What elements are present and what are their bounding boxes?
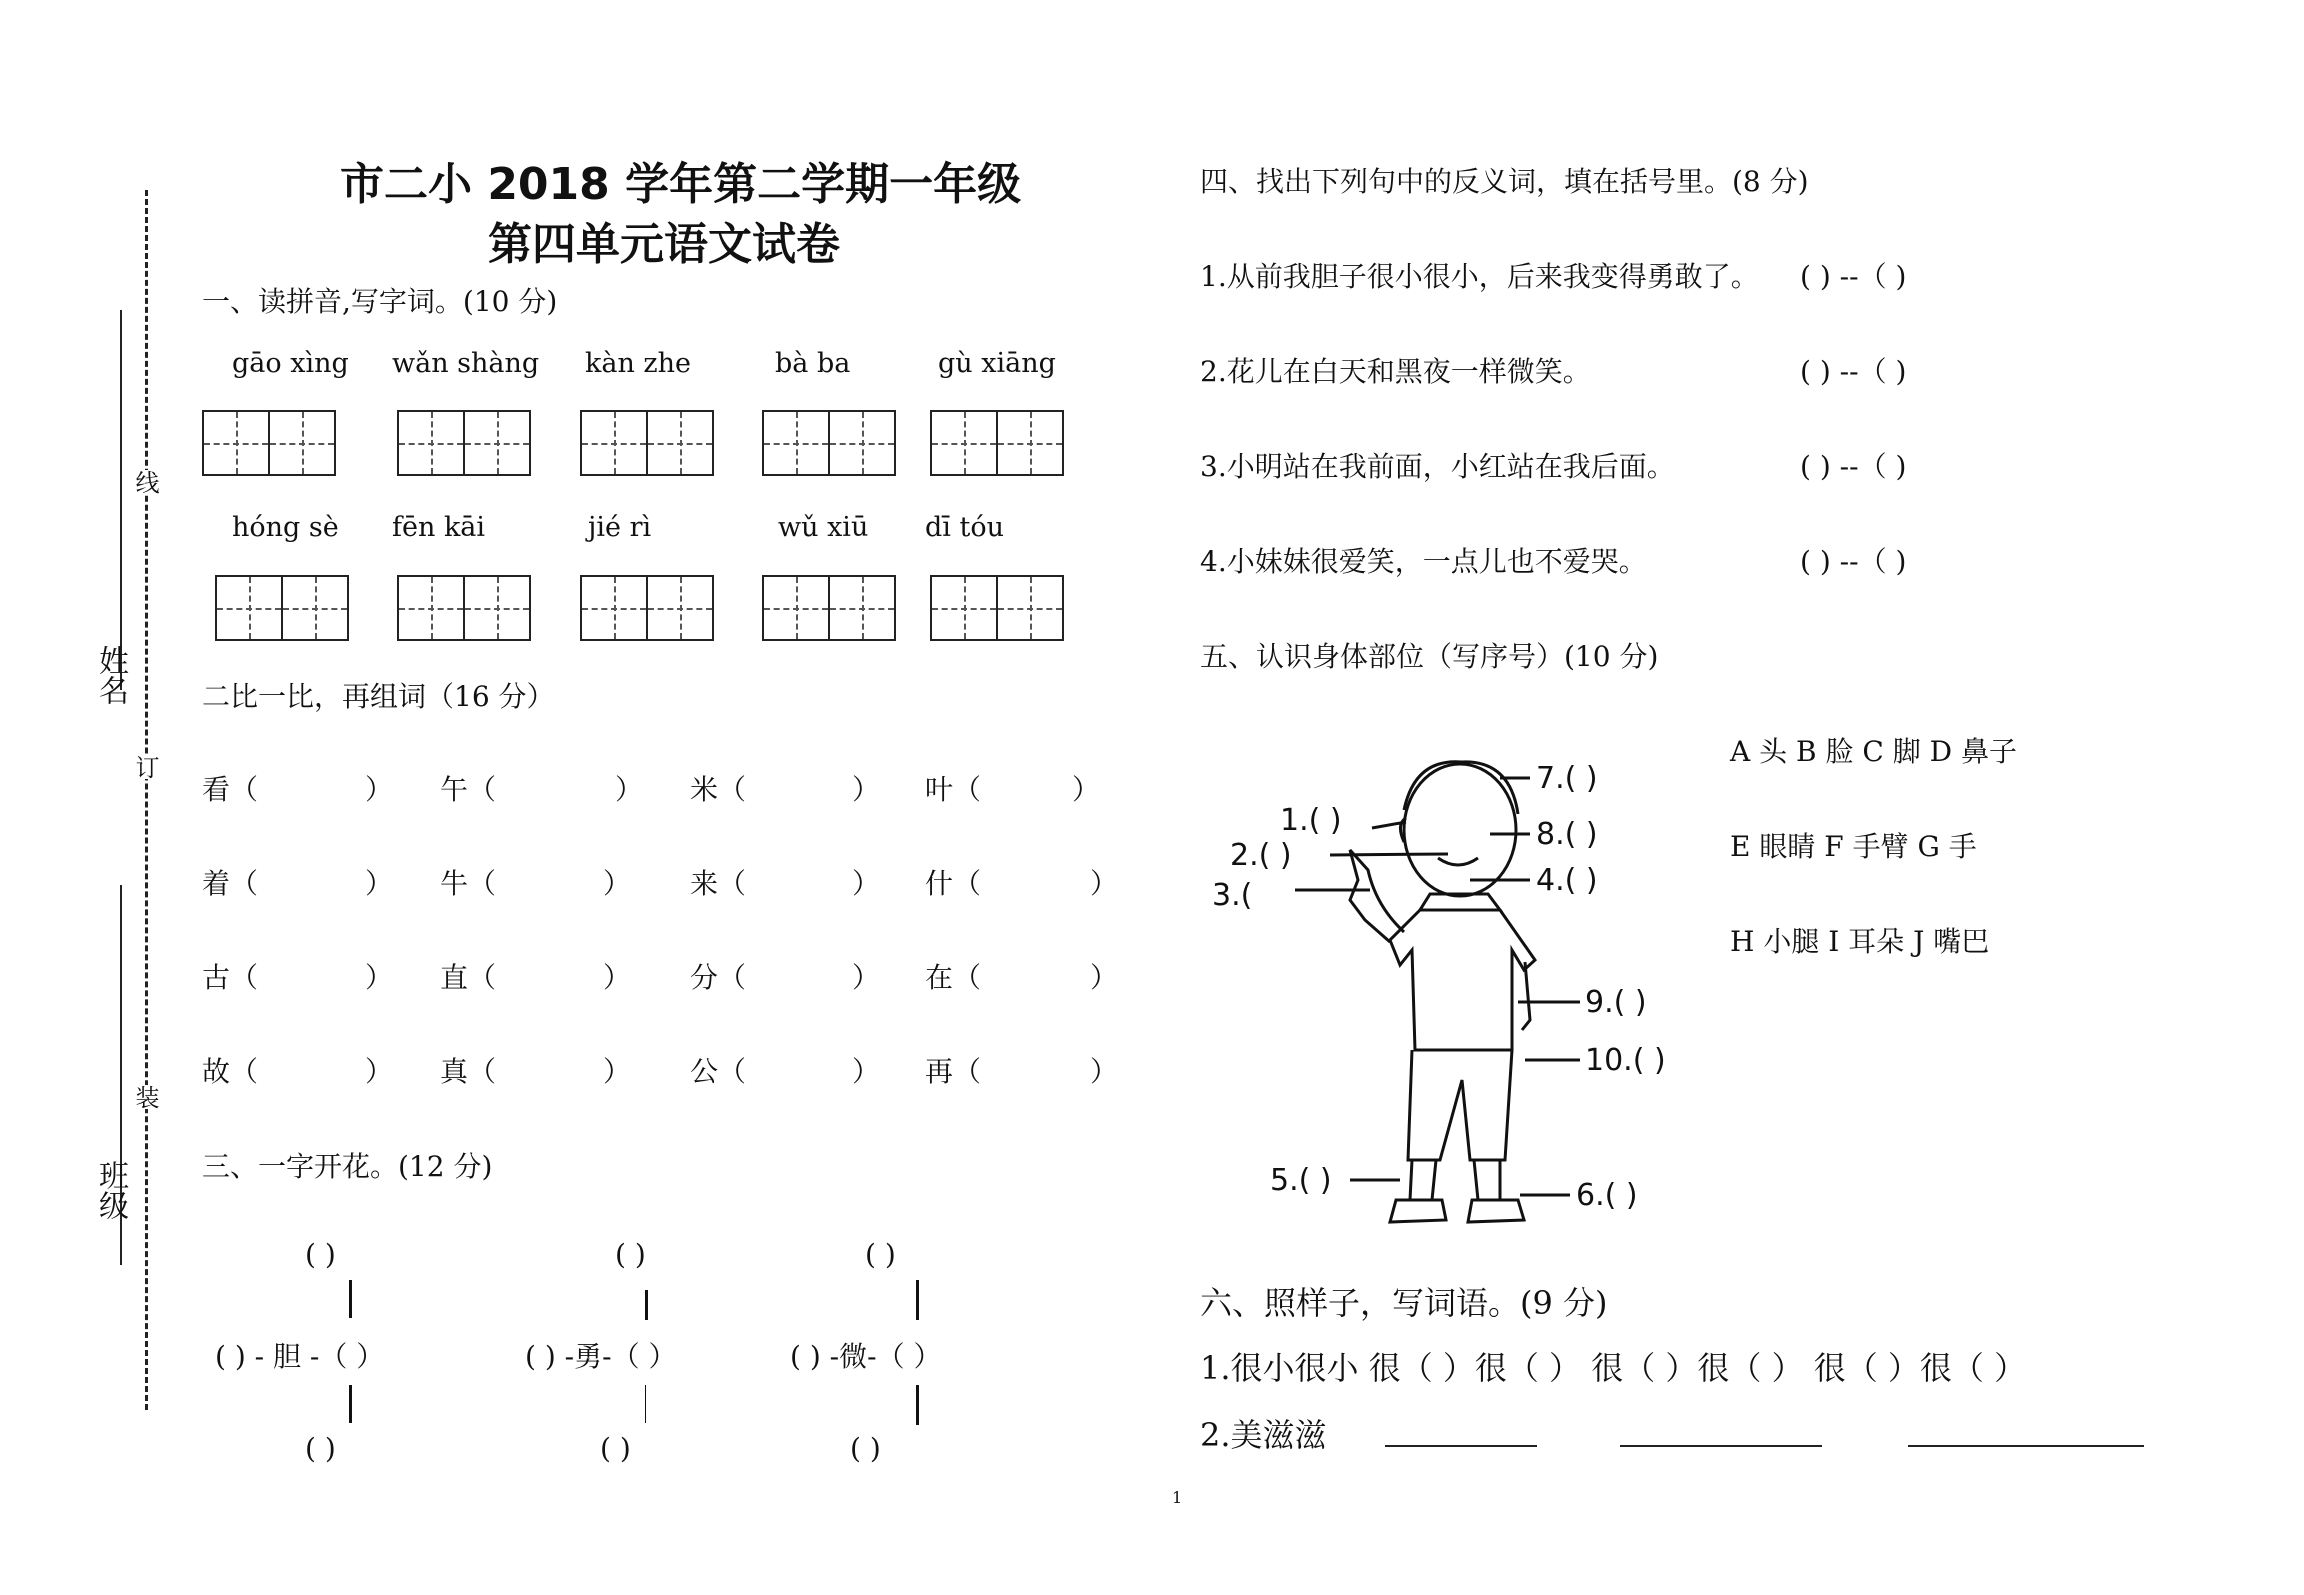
flower-stem: [349, 1280, 352, 1318]
label-5: 5.( ): [1270, 1163, 1332, 1198]
pinyin-9: wǔ xiū: [778, 512, 869, 543]
writing-grid[interactable]: [762, 410, 896, 476]
margin-zhuang-char: 装: [128, 1085, 163, 1109]
writing-grid[interactable]: [397, 575, 531, 641]
flower-top-bracket: ( ): [615, 1238, 646, 1271]
compare-char: 米（: [690, 773, 747, 806]
writing-grid[interactable]: [202, 410, 336, 476]
label-6: 6.( ): [1576, 1178, 1638, 1213]
label-7: 7.( ): [1536, 761, 1598, 796]
margin-ding-char: 订: [128, 755, 163, 779]
antonym-sentence: 1.从前我胆子很小很小，后来我变得勇敢了。: [1200, 260, 1759, 293]
compare-char: 看（: [202, 773, 259, 806]
compare-close: ）: [603, 961, 632, 994]
boy-body-parts-illustration: [1200, 730, 1720, 1240]
flower-stem: [349, 1385, 352, 1423]
label-1: 1.( ): [1280, 803, 1342, 838]
pinyin-4: bà ba: [775, 348, 851, 379]
pattern-words-line-2: 2.美滋滋: [1200, 1416, 1327, 1454]
pinyin-2: wǎn shàng: [392, 348, 540, 379]
antonym-sentence: 2.花儿在白天和黑夜一样微笑。: [1200, 355, 1591, 388]
name-underline: [120, 310, 122, 690]
class-label: 班级: [93, 1160, 128, 1220]
label-10: 10.( ): [1585, 1043, 1666, 1078]
flower-bottom-bracket: ( ): [850, 1432, 881, 1465]
compare-close: ）: [365, 961, 394, 994]
writing-grid[interactable]: [397, 410, 531, 476]
compare-close: ）: [365, 1055, 394, 1088]
pinyin-7: fēn kāi: [392, 512, 486, 543]
compare-close: ）: [1090, 1055, 1119, 1088]
flower-bottom-bracket: ( ): [600, 1432, 631, 1465]
section-3-heading: 三、一字开花。(12 分): [202, 1150, 493, 1183]
body-part-options: H 小腿 I 耳朵 J 嘴巴: [1730, 925, 1990, 958]
compare-close: ）: [852, 1055, 881, 1088]
page-number: 1: [1172, 1488, 1183, 1507]
body-part-options: E 眼睛 F 手臂 G 手: [1730, 830, 1977, 863]
pinyin-1: gāo xìng: [232, 348, 349, 379]
compare-char: 午（: [440, 773, 497, 806]
writing-grid[interactable]: [930, 410, 1064, 476]
pinyin-3: kàn zhe: [585, 348, 692, 379]
flower-middle-row: ( ) -勇-（ ）: [525, 1340, 677, 1373]
compare-char: 着（: [202, 867, 259, 900]
section-1-heading: 一、读拼音,写字词。(10 分): [202, 285, 558, 318]
compare-close: ）: [852, 961, 881, 994]
flower-top-bracket: ( ): [865, 1238, 896, 1271]
flower-bottom-bracket: ( ): [305, 1432, 336, 1465]
flower-top-bracket: ( ): [305, 1238, 336, 1271]
compare-close: ）: [852, 867, 881, 900]
boy-drawing: [1350, 762, 1535, 1222]
binding-dashed-line: [145, 190, 148, 1410]
compare-close: ）: [1090, 867, 1119, 900]
compare-char: 牛（: [440, 867, 497, 900]
label-8: 8.( ): [1536, 817, 1598, 852]
section-4-heading: 四、找出下列句中的反义词，填在括号里。(8 分): [1200, 165, 1809, 198]
writing-grid[interactable]: [762, 575, 896, 641]
flower-middle-row: ( ) -微-（ ）: [790, 1340, 942, 1373]
section-2-heading: 二比一比，再组词（16 分）: [202, 680, 555, 713]
compare-char: 故（: [202, 1055, 259, 1088]
pinyin-10: dī tóu: [925, 512, 1004, 543]
compare-close: ）: [1072, 773, 1101, 806]
label-9: 9.( ): [1585, 985, 1647, 1020]
compare-char: 分（: [690, 961, 747, 994]
label-3: 3.(: [1212, 878, 1253, 913]
antonym-brackets: ( ) --（ ): [1800, 355, 1907, 388]
name-label: 姓名: [93, 645, 128, 705]
compare-close: ）: [603, 1055, 632, 1088]
flower-stem: [645, 1290, 648, 1320]
answer-blank[interactable]: [1620, 1445, 1822, 1447]
compare-close: ）: [365, 773, 394, 806]
compare-close: ）: [365, 867, 394, 900]
section-5-heading: 五、认识身体部位（写序号）(10 分): [1200, 640, 1659, 673]
compare-char: 叶（: [925, 773, 982, 806]
writing-grid[interactable]: [930, 575, 1064, 641]
label-4: 4.( ): [1536, 863, 1598, 898]
compare-close: ）: [615, 773, 644, 806]
body-part-options: A 头 B 脸 C 脚 D 鼻子: [1730, 735, 2017, 768]
compare-char: 什（: [925, 867, 982, 900]
answer-blank[interactable]: [1385, 1445, 1537, 1447]
compare-char: 古（: [202, 961, 259, 994]
compare-close: ）: [603, 867, 632, 900]
writing-grid[interactable]: [580, 410, 714, 476]
label-2: 2.( ): [1230, 838, 1292, 873]
antonym-brackets: ( ) --（ ): [1800, 545, 1907, 578]
pattern-words-line-1: 1.很小很小 很（ ）很（ ） 很（ ）很（ ） 很（ ）很（ ）: [1200, 1349, 2027, 1387]
pinyin-5: gù xiāng: [938, 348, 1056, 379]
flower-stem: [916, 1280, 919, 1320]
pinyin-8: jié rì: [588, 512, 652, 543]
compare-char: 来（: [690, 867, 747, 900]
compare-close: ）: [1090, 961, 1119, 994]
antonym-brackets: ( ) --（ ): [1800, 260, 1907, 293]
compare-char: 再（: [925, 1055, 982, 1088]
pinyin-6: hóng sè: [232, 512, 339, 543]
compare-char: 真（: [440, 1055, 497, 1088]
compare-char: 在（: [925, 961, 982, 994]
compare-close: ）: [852, 773, 881, 806]
answer-blank[interactable]: [1908, 1445, 2144, 1447]
title-line-2: 第四单元语文试卷: [488, 219, 840, 270]
section-6-heading: 六、照样子，写词语。(9 分): [1200, 1284, 1608, 1322]
flower-stem: [645, 1385, 646, 1423]
compare-char: 直（: [440, 961, 497, 994]
antonym-sentence: 3.小明站在我前面，小红站在我后面。: [1200, 450, 1675, 483]
margin-line-char: 线: [128, 470, 163, 494]
writing-grid[interactable]: [580, 575, 714, 641]
writing-grid[interactable]: [215, 575, 349, 641]
antonym-sentence: 4.小妹妹很爱笑，一点儿也不爱哭。: [1200, 545, 1647, 578]
flower-middle-row: ( ) - 胆 -（ ）: [215, 1340, 385, 1373]
title-line-1: 市二小 2018 学年第二学期一年级: [340, 159, 1022, 210]
compare-char: 公（: [690, 1055, 747, 1088]
flower-stem: [916, 1385, 919, 1425]
antonym-brackets: ( ) --（ ): [1800, 450, 1907, 483]
